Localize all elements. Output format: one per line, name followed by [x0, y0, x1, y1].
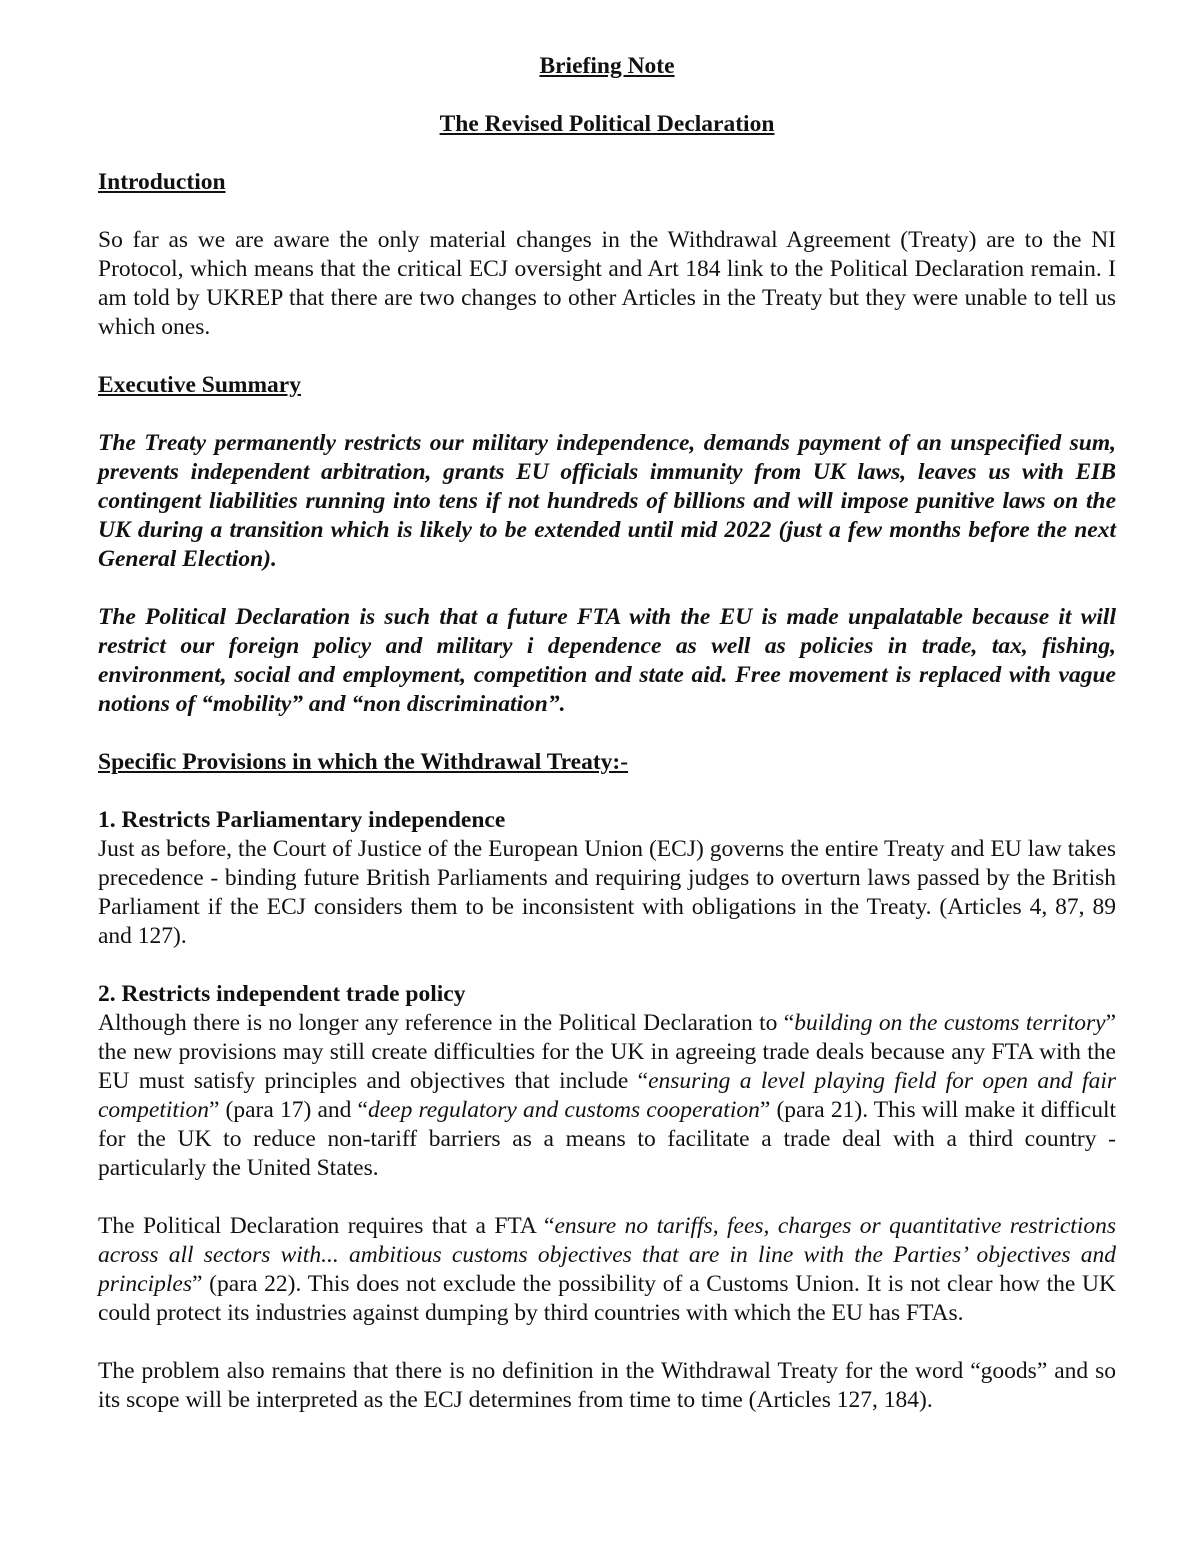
section-2-p1-quote-2: ensuring a level playing field for open and fair competition	[98, 1068, 1116, 1123]
introduction-heading: Introduction	[98, 169, 226, 195]
section-2-p2-quote-1: ensure no tariffs, fees, charges or quantitative restrictions across all sectors with... ambitious customs objectives that are in line with the Parties’ objectives and principles	[98, 1213, 1116, 1297]
section-1-text: Just as before, the Court of Justice of the European Union (ECJ) governs the entire Treaty and EU law takes precedence - binding future British Parliaments and requiring judges to overturn laws passed by the British Parliament if the ECJ considers them to be inconsistent with obligations in the Treaty. (Articles 4, 87, 89 and 127).	[98, 836, 1116, 949]
executive-summary-paragraph-1: The Treaty permanently restricts our military independence, demands payment of an unspecified sum, prevents independent arbitration, grants EU officials immunity from UK laws, leaves us with EIB contingent liabilities running into tens if not hundreds of billions and will impose punitive laws on the UK during a transition which is likely to be extended until mid 2022 (just a few months before the next General Election).	[98, 430, 1116, 572]
section-2-p1-text-a: Although there is no longer any reference in the Political Declaration to “	[98, 1010, 795, 1036]
executive-summary-heading: Executive Summary	[98, 372, 301, 398]
section-2-p1-text-d: ” (para 21). This will make it difficult for the UK to reduce non-tariff barriers as a means to facilitate a trade deal with a third country - particularly the United States.	[98, 1097, 1117, 1181]
section-2-p2-text-a: The Political Declaration requires that a FTA “	[98, 1213, 555, 1239]
section-2-paragraph-2	[98, 1212, 1116, 1328]
section-2-p1-text-b: ” the new provisions may still create difficulties for the UK in agreeing trade deals because any FTA with the EU must satisfy principles and objectives that include “	[98, 1010, 1116, 1094]
section-2-p1-quote-1: building on the customs territory	[794, 1010, 1106, 1036]
section-2-p1-quote-3: deep regulatory and customs cooperation	[367, 1097, 760, 1123]
section-2-p1-text-c: ” (para 17) and “	[208, 1097, 368, 1123]
section-2-paragraph-1	[98, 1009, 1116, 1183]
specific-provisions-heading: Specific Provisions in which the Withdrawal Treaty:-	[98, 749, 629, 775]
document-subtitle: The Revised Political Declaration	[439, 111, 775, 137]
document-title: Briefing Note	[539, 53, 675, 79]
executive-summary-paragraph-2: The Political Declaration is such that a future FTA with the EU is made unpalatable because it will restrict our foreign policy and military i dependence as well as policies in trade, tax, fishing, environment, social and employment, competition and state aid. Free movement is replaced with vague notions of “mobility” and “non discrimination”.	[98, 604, 1116, 717]
section-2-paragraph-3: The problem also remains that there is no definition in the Withdrawal Treaty for the word “goods” and so its scope will be interpreted as the ECJ determines from time to time (Articles 127, 184).	[98, 1358, 1116, 1413]
section-2-p2-text-b: ” (para 22). This does not exclude the possibility of a Customs Union. It is not clear how the UK could protect its industries against dumping by third countries with which the EU has FTAs.	[98, 1271, 1116, 1326]
section-1-title: 1. Restricts Parliamentary independence	[98, 807, 506, 833]
document-page	[98, 40, 1116, 1415]
section-2-title: 2. Restricts independent trade policy	[98, 981, 466, 1007]
introduction-text: So far as we are aware the only material changes in the Withdrawal Agreement (Treaty) are to the NI Protocol, which means that the critical ECJ oversight and Art 184 link to the Political Declaration remain. I am told by UKREP that there are two changes to other Articles in the Treaty but they were unable to tell us which ones.	[98, 227, 1116, 340]
